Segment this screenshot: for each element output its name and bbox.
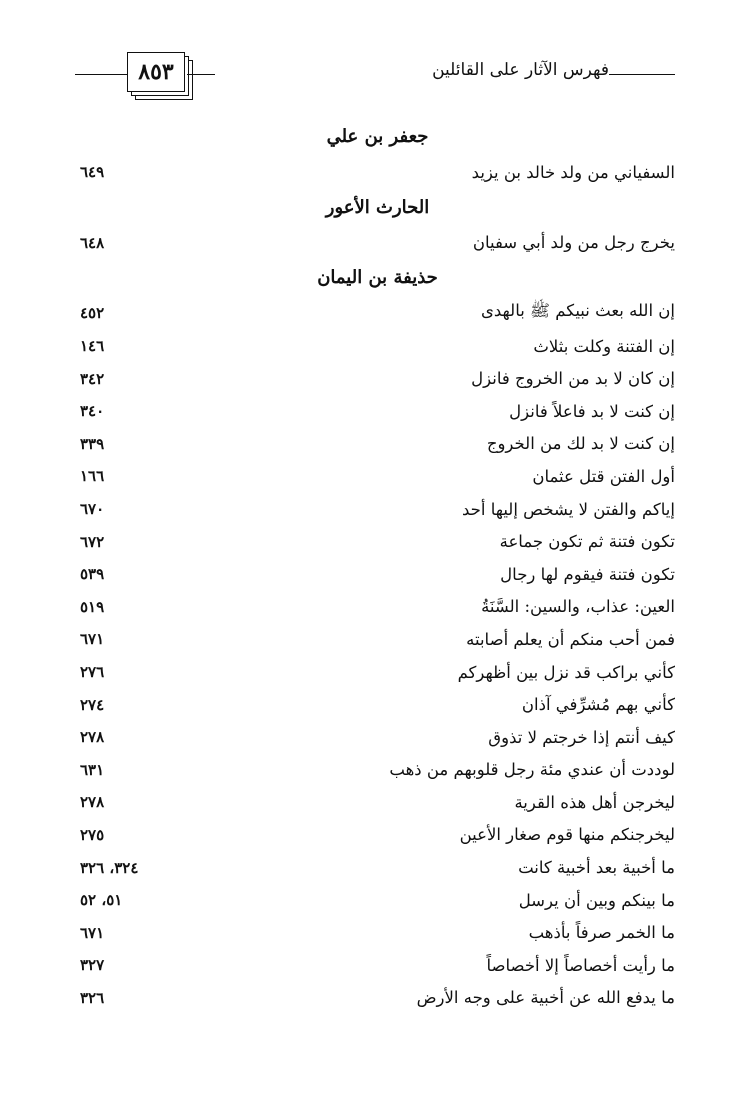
- index-entry: [80, 721, 675, 754]
- entry-text: لوددت أن عندي مئة رجل قلوبهم من ذهب: [389, 760, 675, 780]
- entry-page: ٦٧١: [80, 923, 105, 942]
- entry-text: ليخرجن أهل هذه القرية: [514, 792, 675, 812]
- entry-text: إن كان لا بد من الخروج فانزل: [471, 369, 675, 389]
- index-entry: [80, 591, 675, 624]
- entry-text: كيف أنتم إذا خرجتم لا تذوق: [488, 727, 675, 747]
- index-entry: [80, 754, 675, 787]
- index-entry: [80, 786, 675, 819]
- entry-page: ٣٢٤، ٣٢٦: [80, 858, 139, 877]
- entry-text: ما الخمر صرفاً بأذهب: [528, 923, 675, 943]
- section-title: جعفر بن علي: [326, 126, 429, 147]
- index-entry: [80, 819, 675, 852]
- header-rule-left: [75, 74, 127, 75]
- entry-page: ١٦٦: [80, 467, 105, 486]
- entry-text: إن الله بعث نبيكم ﷺ بالهدى: [480, 301, 675, 321]
- index-entry: [80, 688, 675, 721]
- entry-page: ٢٧٨: [80, 728, 105, 747]
- entry-page: ٣٢٧: [80, 956, 105, 975]
- entry-text: ما يدفع الله عن أخبية على وجه الأرض: [416, 988, 675, 1008]
- entry-text: السفياني من ولد خالد بن يزيد: [471, 162, 675, 182]
- entry-text: أول الفتن قتل عثمان: [532, 466, 675, 486]
- entry-text: تكون فتنة فيقوم لها رجال: [500, 564, 675, 584]
- entry-page: ٦٣١: [80, 760, 105, 779]
- entry-text: إياكم والفتن لا يشخص إليها أحد: [462, 499, 675, 519]
- header-rule-right: [609, 74, 675, 75]
- entry-page: ٢٧٦: [80, 663, 105, 682]
- entry-text: ما رأيت أخصاصاً إلا أخصاصاً: [486, 955, 675, 975]
- entry-page: ٥١، ٥٢: [80, 891, 123, 910]
- index-entry: [80, 949, 675, 982]
- entry-page: ٦٧٠: [80, 500, 105, 519]
- page-number: ٨٥٣: [127, 52, 185, 92]
- entry-page: ٣٢٦: [80, 988, 105, 1007]
- entry-page: ٣٤٠: [80, 402, 105, 421]
- entry-text: يخرج رجل من ولد أبي سفيان: [472, 233, 675, 253]
- index-entry: [80, 884, 675, 917]
- index-entry: [80, 623, 675, 656]
- header-rule-middle: [187, 74, 215, 75]
- index-entry: [80, 982, 675, 1015]
- entry-page: ٥٣٩: [80, 565, 105, 584]
- entry-text: كأني براكب قد نزل بين أظهركم: [457, 662, 675, 682]
- entry-text: إن كنت لا بد لك من الخروج: [486, 434, 675, 454]
- index-entry: [80, 428, 675, 461]
- entry-text: تكون فتنة ثم تكون جماعة: [499, 532, 675, 552]
- index-entry: [80, 156, 675, 189]
- index-entry: [80, 851, 675, 884]
- entry-text: ما بينكم وبين أن يرسل: [518, 890, 675, 910]
- entry-page: ٤٥٢: [80, 304, 105, 323]
- index-entry: [80, 460, 675, 493]
- index-entry: [80, 525, 675, 558]
- entry-page: ١٤٦: [80, 337, 105, 356]
- entry-text: العين: عذاب، والسين: السَّنَةُ: [481, 597, 675, 617]
- section-title: حذيفة بن اليمان: [317, 267, 438, 289]
- entry-page: ٢٧٤: [80, 695, 105, 714]
- index-entry: [80, 656, 675, 689]
- index-entry: [80, 362, 675, 395]
- entry-text: إن كنت لا بد فاعلاً فانزل: [509, 401, 675, 421]
- index-entry: [80, 395, 675, 428]
- index-content: [80, 118, 675, 1014]
- index-entry: [80, 493, 675, 526]
- entry-page: ٣٤٢: [80, 369, 105, 388]
- entry-page: ٦٧٢: [80, 532, 105, 551]
- entry-page: ٦٤٨: [80, 233, 105, 252]
- page-header: [75, 50, 675, 102]
- entry-page: ٢٧٨: [80, 793, 105, 812]
- index-entry: [80, 558, 675, 591]
- entry-page: ٢٧٥: [80, 825, 105, 844]
- section-title: الحارث الأعور: [325, 196, 430, 218]
- entry-text: كأني بهم مُشرِّفي آذان: [521, 695, 675, 715]
- entry-text: ليخرجنكم منها قوم صغار الأعين: [459, 825, 675, 845]
- entry-page: ٥١٩: [80, 597, 105, 616]
- entry-page: ٣٣٩: [80, 434, 105, 453]
- entry-text: إن الفتنة وكلت بثلاث: [533, 336, 675, 356]
- entry-text: ما أخبية بعد أخبية كانت: [518, 858, 675, 878]
- index-entry: [80, 330, 675, 363]
- running-title: فهرس الآثار على القائلين: [432, 60, 609, 80]
- index-entry: [80, 916, 675, 949]
- entry-page: ٦٧١: [80, 630, 105, 649]
- index-entry: [80, 227, 675, 260]
- index-entry: [80, 297, 675, 330]
- entry-page: ٦٤٩: [80, 163, 105, 182]
- entry-text: فمن أحب منكم أن يعلم أصابته: [466, 629, 675, 649]
